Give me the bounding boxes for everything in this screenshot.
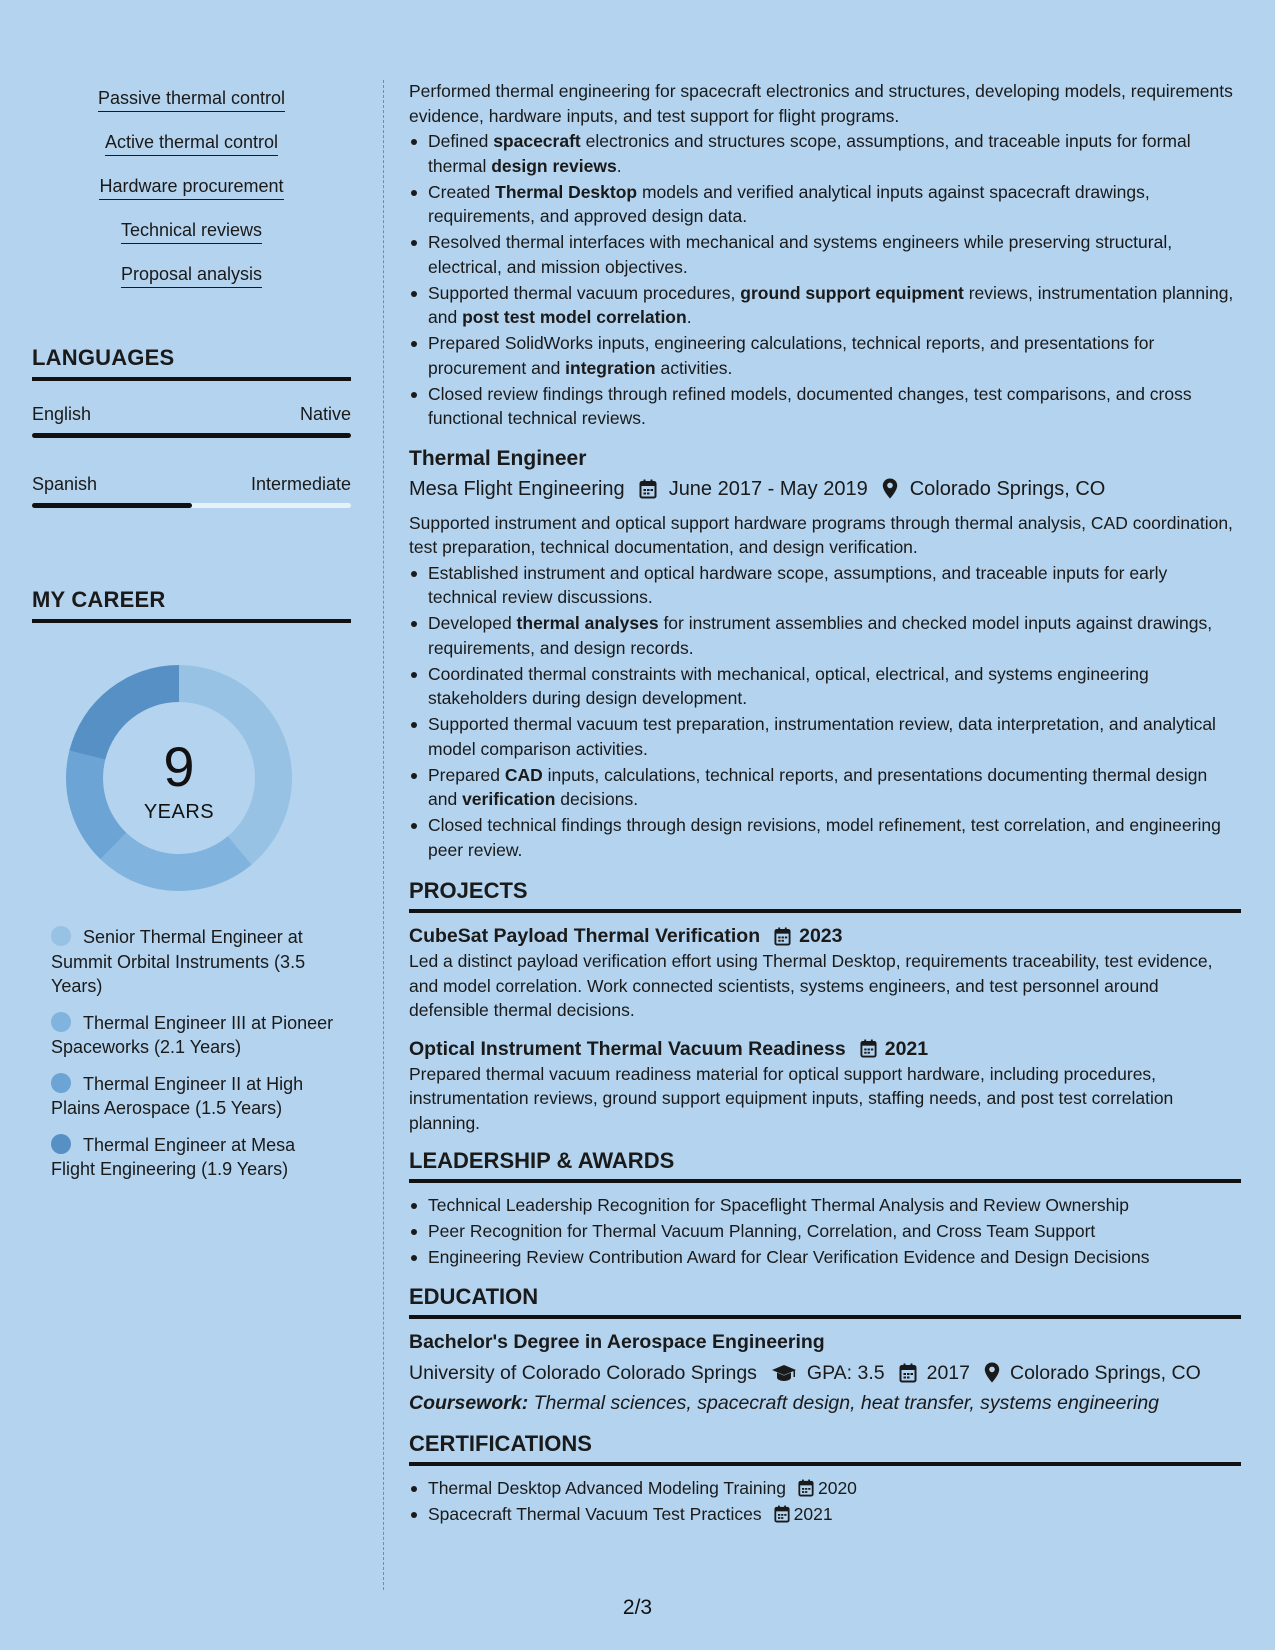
legend-dot-icon	[51, 1012, 71, 1032]
job-bullet	[409, 662, 1241, 711]
language-level: Intermediate	[250, 474, 351, 494]
prev-job-bullet	[409, 382, 1241, 431]
text: Defined	[428, 131, 494, 151]
job-dates: June 2017 - May 2019	[668, 477, 868, 500]
job-bullet	[409, 611, 1241, 660]
text: Prepared SolidWorks inputs, engineering calculations, technical reports, and presentations for procurement and	[428, 333, 1155, 378]
career-legend	[51, 925, 341, 1194]
column-divider	[383, 80, 384, 1590]
skill-item: Proposal analysis	[121, 263, 262, 288]
career-total-number: 9	[163, 735, 195, 798]
skill-item: Passive thermal control	[98, 87, 285, 112]
bold-text: integration	[565, 357, 656, 378]
education-heading: EDUCATION	[409, 1284, 1241, 1319]
language-proficiency-fill	[32, 433, 351, 438]
certification-name: Thermal Desktop Advanced Modeling Training	[428, 1477, 786, 1498]
project-desc: Prepared thermal vacuum readiness material for optical support hardware, including procedures, instrumentation reviews, ground support equipment inputs, staffing needs, and post test correlation planning.	[409, 1063, 1174, 1133]
career-donut-chart	[66, 665, 292, 891]
language-proficiency-fill	[32, 503, 192, 508]
prev-job-summary: Performed thermal engineering for spacecraft electronics and structures, developing models, requirements evidence, hardware inputs, and test support for flight programs.	[409, 81, 1233, 126]
text: models and verified analytical inputs against spacecraft drawings, requirements, and approved design data.	[428, 181, 1150, 226]
calendar-icon	[899, 1363, 917, 1383]
certifications-list	[409, 1476, 1241, 1527]
prev-job-bullet	[409, 129, 1241, 178]
project-year: 2021	[884, 1037, 929, 1060]
job-meta	[409, 475, 1241, 503]
prev-job-bullet	[409, 180, 1241, 229]
language-proficiency-bar	[32, 433, 351, 438]
text: decisions.	[555, 789, 639, 809]
bold-text: verification	[462, 789, 556, 809]
calendar-icon	[774, 1505, 790, 1523]
education-meta	[409, 1359, 1241, 1387]
certification-item	[409, 1476, 1241, 1501]
career-heading: MY CAREER	[32, 587, 351, 623]
education-degree: Bachelor's Degree in Aerospace Engineering	[409, 1330, 825, 1353]
text: activities.	[655, 357, 733, 378]
text: Closed technical findings through design revisions, model refinement, test correlation, and engineering peer review.	[428, 815, 1221, 860]
job-bullet	[409, 813, 1241, 862]
bold-text: CAD	[504, 764, 543, 785]
text: Created	[428, 181, 496, 202]
career-legend-item	[51, 1072, 341, 1121]
bold-text: ground support equipment	[740, 282, 964, 303]
awards-heading: LEADERSHIP & AWARDS	[409, 1148, 1241, 1183]
text: Developed	[428, 613, 517, 633]
certification-year: 2021	[793, 1503, 833, 1524]
prev-job-bullet	[409, 331, 1241, 380]
skill-item: Active thermal control	[105, 131, 278, 156]
bold-text: thermal analyses	[516, 613, 659, 633]
award-item: Peer Recognition for Thermal Vacuum Planning, Correlation, and Cross Team Support	[409, 1219, 1241, 1244]
career-legend-label: Thermal Engineer at Mesa Flight Engineering (1.9 Years)	[51, 1134, 296, 1179]
awards-list	[409, 1193, 1241, 1270]
skill-item: Hardware procurement	[99, 175, 283, 200]
right-column	[409, 79, 1241, 1528]
project-desc: Led a distinct payload verification effort using Thermal Desktop, requirements traceability, test evidence, and model correlation. Work connected scientists, systems engineers, and test personnel around defensible thermal decisions.	[409, 951, 1213, 1020]
bold-text: spacecraft	[493, 131, 581, 151]
text: reviews, instrumentation planning, and	[428, 282, 1234, 327]
language-proficiency-bar	[32, 503, 351, 508]
text: .	[686, 307, 692, 327]
prev-job-bullets	[409, 129, 1241, 431]
education-gpa: GPA: 3.5	[806, 1361, 885, 1384]
projects-heading: PROJECTS	[409, 878, 1241, 913]
skill-item: Technical reviews	[121, 219, 262, 244]
job-title: Thermal Engineer	[409, 446, 587, 470]
text: Resolved thermal interfaces with mechanical and systems engineers while preserving structural, electrical, and mission objectives.	[428, 232, 1173, 277]
certifications-heading: CERTIFICATIONS	[409, 1431, 1241, 1466]
job-bullet	[409, 561, 1241, 610]
legend-dot-icon	[51, 926, 71, 946]
project-year: 2023	[799, 925, 843, 947]
job-summary: Supported instrument and optical support hardware programs through thermal analysis, CAD coordination, test preparation, technical documentation, and design verification.	[409, 512, 1233, 557]
map-pin-icon	[882, 478, 898, 499]
language-spanish	[32, 473, 351, 508]
career-legend-label: Thermal Engineer II at High Plains Aerospace (1.5 Years)	[51, 1073, 304, 1118]
text: inputs, calculations, technical reports, and presentations documenting thermal design and	[428, 764, 1208, 809]
education-school: University of Colorado Colorado Springs	[409, 1361, 757, 1384]
skills-list	[32, 87, 351, 307]
language-english	[32, 403, 351, 438]
legend-dot-icon	[51, 1134, 71, 1154]
job-company: Mesa Flight Engineering	[409, 477, 625, 500]
language-name: English	[32, 404, 92, 424]
coursework-label: Coursework:	[409, 1391, 529, 1414]
certification-item	[409, 1502, 1241, 1527]
calendar-icon	[639, 479, 657, 499]
prev-job-bullet	[409, 230, 1241, 279]
career-legend-label: Thermal Engineer III at Pioneer Spaceworks (2.1 Years)	[51, 1012, 334, 1057]
text: Coordinated thermal constraints with mechanical, optical, electrical, and systems engineering stakeholders during design development.	[428, 663, 1149, 708]
bold-text: Thermal Desktop	[495, 181, 638, 202]
languages-heading: LANGUAGES	[32, 345, 351, 381]
graduation-cap-icon	[771, 1364, 797, 1382]
job-bullets	[409, 561, 1241, 863]
project-title: CubeSat Payload Thermal Verification	[409, 925, 761, 947]
project-title: Optical Instrument Thermal Vacuum Readiness	[409, 1037, 846, 1060]
certification-year: 2020	[817, 1477, 857, 1498]
text: Established instrument and optical hardware scope, assumptions, and traceable inputs for early technical review discussions.	[428, 562, 1168, 607]
job-location: Colorado Springs, CO	[909, 477, 1106, 500]
text: Closed review findings through refined models, documented changes, test comparisons, and cross functional technical reviews.	[428, 383, 1192, 428]
donut-segment	[101, 833, 252, 891]
coursework-text: Thermal sciences, spacecraft design, heat transfer, systems engineering	[533, 1391, 1160, 1414]
education-location: Colorado Springs, CO	[1010, 1361, 1201, 1384]
career-legend-item	[51, 1133, 341, 1182]
career-legend-item	[51, 1011, 341, 1060]
legend-dot-icon	[51, 1073, 71, 1093]
language-level: Native	[299, 404, 351, 424]
calendar-icon	[798, 1479, 814, 1497]
award-item: Engineering Review Contribution Award for Clear Verification Evidence and Design Decisions	[409, 1245, 1241, 1270]
prev-job-bullet	[409, 281, 1241, 330]
job-bullet	[409, 712, 1241, 761]
page-number: 2/3	[622, 1596, 653, 1619]
career-legend-label: Senior Thermal Engineer at Summit Orbital Instruments (3.5 Years)	[51, 927, 306, 996]
project-item	[409, 1036, 1241, 1136]
map-pin-icon	[984, 1362, 1000, 1383]
award-item: Technical Leadership Recognition for Spaceflight Thermal Analysis and Review Ownership	[409, 1193, 1241, 1218]
calendar-icon	[860, 1039, 877, 1058]
bold-text: post test model correlation	[462, 307, 687, 327]
language-name: Spanish	[32, 474, 98, 494]
text: electronics and structures scope, assumptions, and traceable inputs for formal thermal	[428, 131, 1191, 176]
job-bullet	[409, 763, 1241, 812]
bold-text: design reviews	[491, 155, 617, 176]
text: Supported thermal vacuum procedures,	[428, 282, 741, 303]
education-coursework	[409, 1389, 1241, 1417]
text: .	[616, 155, 622, 176]
certification-name: Spacecraft Thermal Vacuum Test Practices	[428, 1503, 762, 1524]
project-item	[409, 923, 1241, 1023]
text: Prepared	[428, 764, 505, 785]
education-year: 2017	[926, 1361, 970, 1384]
text: Supported thermal vacuum test preparation, instrumentation review, data interpretation, and analytical model comparison activities.	[428, 714, 1216, 759]
text: for instrument assemblies and checked model inputs against drawings, requirements, and design records.	[428, 613, 1213, 658]
career-total-label: YEARS	[143, 801, 215, 823]
career-legend-item	[51, 925, 341, 999]
calendar-icon	[774, 927, 791, 946]
